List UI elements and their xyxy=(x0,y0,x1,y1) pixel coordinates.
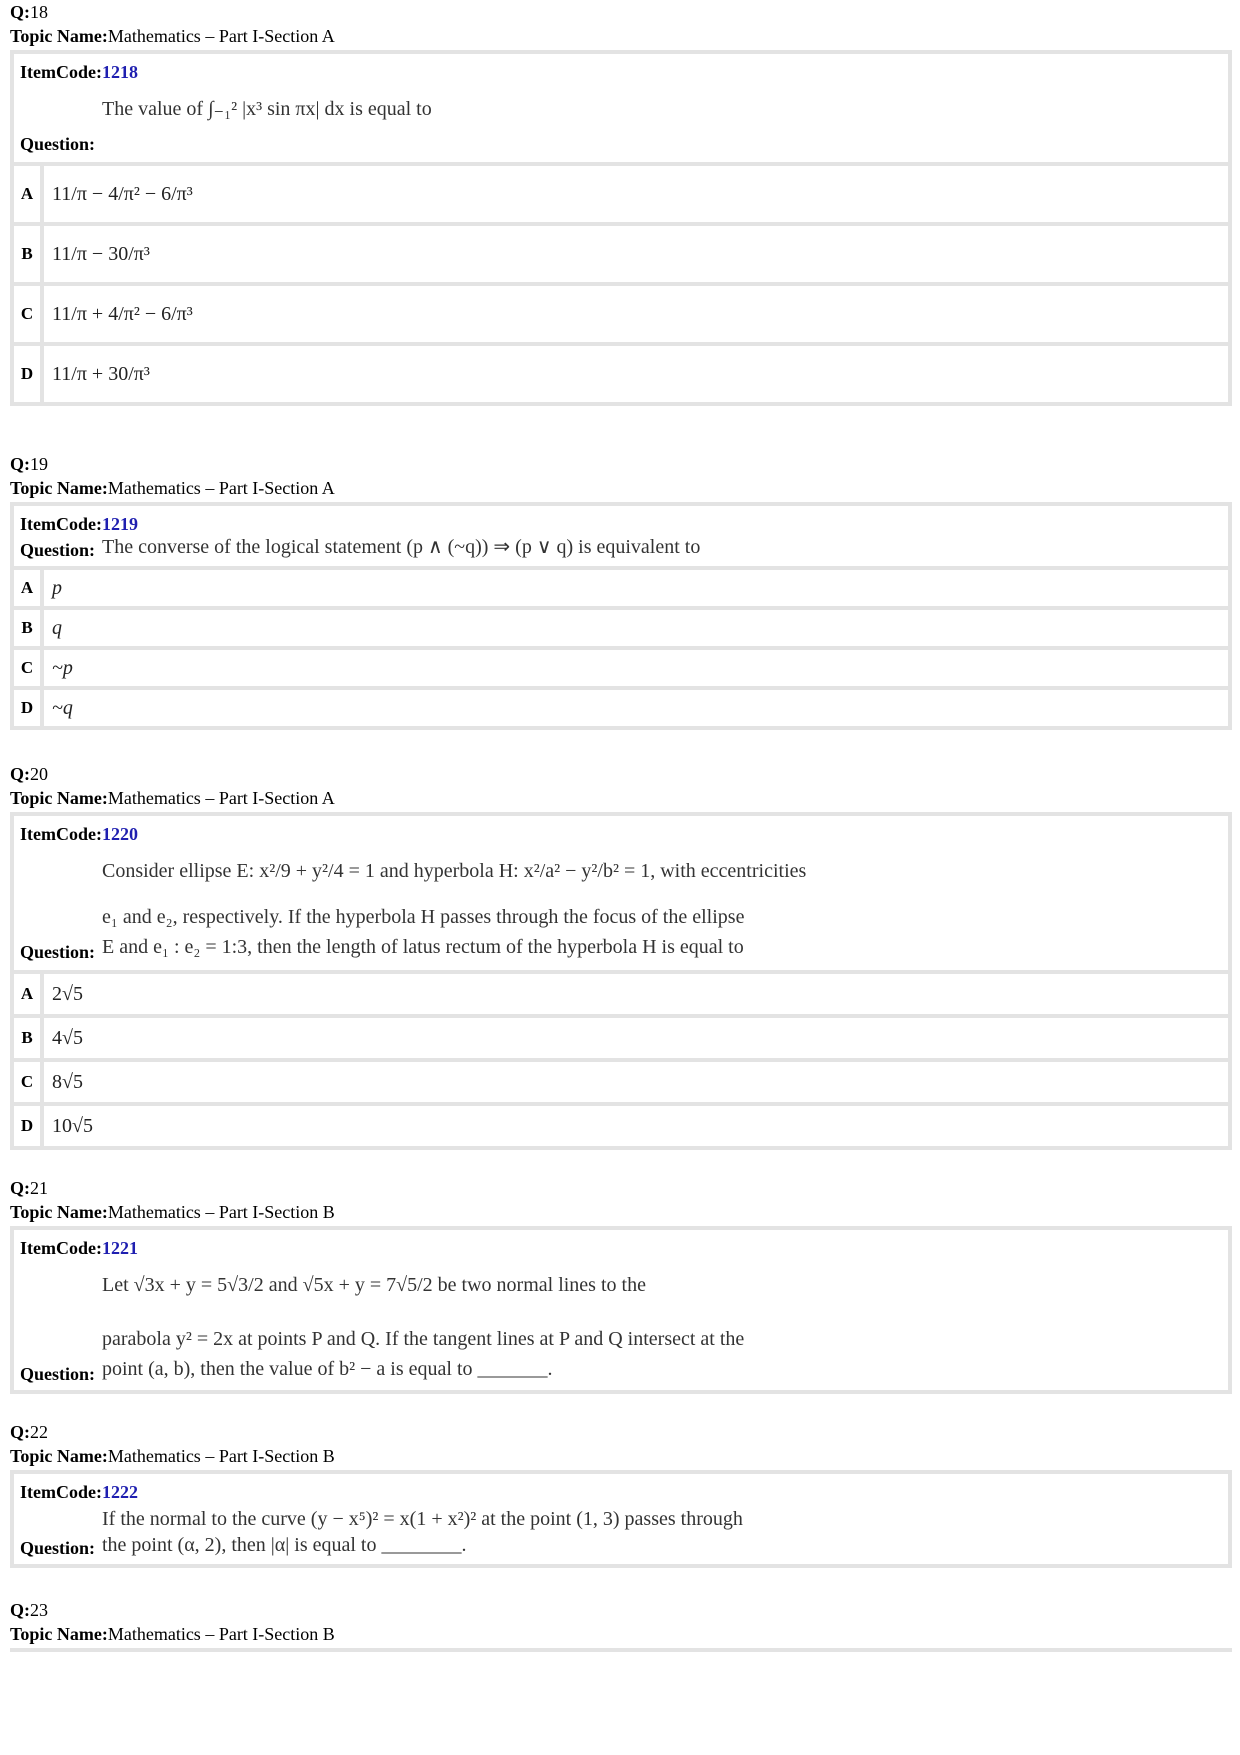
question-text-line3: point (a, b), then the value of b² − a is equal to _______. xyxy=(102,1358,553,1380)
question-header: Q:19 xyxy=(10,454,48,474)
question-text-line2: the point (α, 2), then |α| is equal to ________. xyxy=(102,1534,467,1556)
option-value: 11/π − 4/π² − 6/π³ xyxy=(52,182,193,205)
option-c[interactable] xyxy=(14,1062,1228,1102)
question-label: Question: xyxy=(20,540,96,560)
question-header: Q:22 xyxy=(10,1422,48,1442)
option-value: 8√5 xyxy=(52,1070,83,1093)
itemcode: ItemCode:1220 xyxy=(20,824,138,844)
question-stem xyxy=(14,54,1228,162)
question-23 xyxy=(10,1598,1232,1646)
question-label: Question: xyxy=(20,134,96,154)
question-text-line1: Consider ellipse E: x²/9 + y²/4 = 1 and hyperbola H: x²/a² − y²/b² = 1, with eccentricities xyxy=(102,860,807,882)
question-box-top-edge xyxy=(10,1648,1232,1652)
option-letter: D xyxy=(14,690,44,726)
option-value: 4√5 xyxy=(52,1026,83,1049)
option-d[interactable] xyxy=(14,690,1228,726)
question-header: Q:20 xyxy=(10,764,48,784)
question-text-line2: e₁ and e₂, respectively. If the hyperbola H passes through the focus of the ellipse xyxy=(102,906,745,928)
option-letter: C xyxy=(14,650,44,686)
option-value: 11/π + 30/π³ xyxy=(52,362,150,385)
question-20 xyxy=(10,762,1232,1150)
option-value: q xyxy=(52,616,62,639)
option-b[interactable] xyxy=(14,226,1228,282)
question-stem xyxy=(14,1230,1228,1390)
option-a[interactable] xyxy=(14,166,1228,222)
topic-line: Topic Name:Mathematics – Part I-Section A xyxy=(10,478,335,498)
itemcode: ItemCode:1222 xyxy=(20,1482,138,1502)
option-letter: D xyxy=(14,346,44,402)
option-a[interactable] xyxy=(14,974,1228,1014)
itemcode: ItemCode:1219 xyxy=(20,514,138,534)
question-22 xyxy=(10,1420,1232,1568)
itemcode: ItemCode:1218 xyxy=(20,62,138,82)
question-box xyxy=(10,1470,1232,1568)
question-label: Question: xyxy=(20,942,96,962)
option-b[interactable] xyxy=(14,610,1228,646)
question-text-line1: If the normal to the curve (y − x⁵)² = x(1 + x²)² at the point (1, 3) passes through xyxy=(102,1508,743,1530)
option-value: 11/π + 4/π² − 6/π³ xyxy=(52,302,193,325)
question-box xyxy=(10,812,1232,1150)
option-value: p xyxy=(52,576,62,599)
option-letter: B xyxy=(14,226,44,282)
option-a[interactable] xyxy=(14,570,1228,606)
option-value: ~p xyxy=(52,656,73,679)
option-value: 11/π − 30/π³ xyxy=(52,242,150,265)
question-19 xyxy=(10,452,1232,730)
option-c[interactable] xyxy=(14,650,1228,686)
option-letter: A xyxy=(14,166,44,222)
question-stem xyxy=(14,1474,1228,1564)
option-letter: B xyxy=(14,610,44,646)
option-value: 10√5 xyxy=(52,1114,93,1137)
question-box xyxy=(10,502,1232,730)
question-text-line1: Let √3x + y = 5√3/2 and √5x + y = 7√5/2 be two normal lines to the xyxy=(102,1274,646,1296)
question-text: The value of ∫₋₁² |x³ sin πx| dx is equal to xyxy=(102,98,432,120)
question-header: Q:23 xyxy=(10,1600,48,1620)
itemcode: ItemCode:1221 xyxy=(20,1238,138,1258)
question-box xyxy=(10,50,1232,406)
topic-line: Topic Name:Mathematics – Part I-Section B xyxy=(10,1624,335,1644)
question-box xyxy=(10,1226,1232,1394)
question-stem xyxy=(14,816,1228,970)
question-header: Q:18 xyxy=(10,2,48,22)
option-letter: D xyxy=(14,1106,44,1146)
option-b[interactable] xyxy=(14,1018,1228,1058)
question-text: The converse of the logical statement (p ∧ (~q)) ⇒ (p ∨ q) is equivalent to xyxy=(102,536,701,558)
question-text-line3: E and e₁ : e₂ = 1:3, then the length of latus rectum of the hyperbola H is equal to xyxy=(102,936,744,958)
option-value: ~q xyxy=(52,696,73,719)
option-c[interactable] xyxy=(14,286,1228,342)
question-header: Q:21 xyxy=(10,1178,48,1198)
option-letter: C xyxy=(14,1062,44,1102)
topic-line: Topic Name:Mathematics – Part I-Section B xyxy=(10,1202,335,1222)
option-letter: C xyxy=(14,286,44,342)
option-letter: A xyxy=(14,974,44,1014)
option-value: 2√5 xyxy=(52,982,83,1005)
option-d[interactable] xyxy=(14,346,1228,402)
question-21 xyxy=(10,1176,1232,1394)
question-label: Question: xyxy=(20,1364,96,1384)
option-letter: B xyxy=(14,1018,44,1058)
question-18 xyxy=(10,0,1232,406)
question-label: Question: xyxy=(20,1538,96,1558)
question-stem xyxy=(14,506,1228,566)
topic-line: Topic Name:Mathematics – Part I-Section B xyxy=(10,1446,335,1466)
question-text-line2: parabola y² = 2x at points P and Q. If the tangent lines at P and Q intersect at the xyxy=(102,1328,745,1350)
topic-line: Topic Name:Mathematics – Part I-Section A xyxy=(10,26,335,46)
option-d[interactable] xyxy=(14,1106,1228,1146)
option-letter: A xyxy=(14,570,44,606)
topic-line: Topic Name:Mathematics – Part I-Section A xyxy=(10,788,335,808)
